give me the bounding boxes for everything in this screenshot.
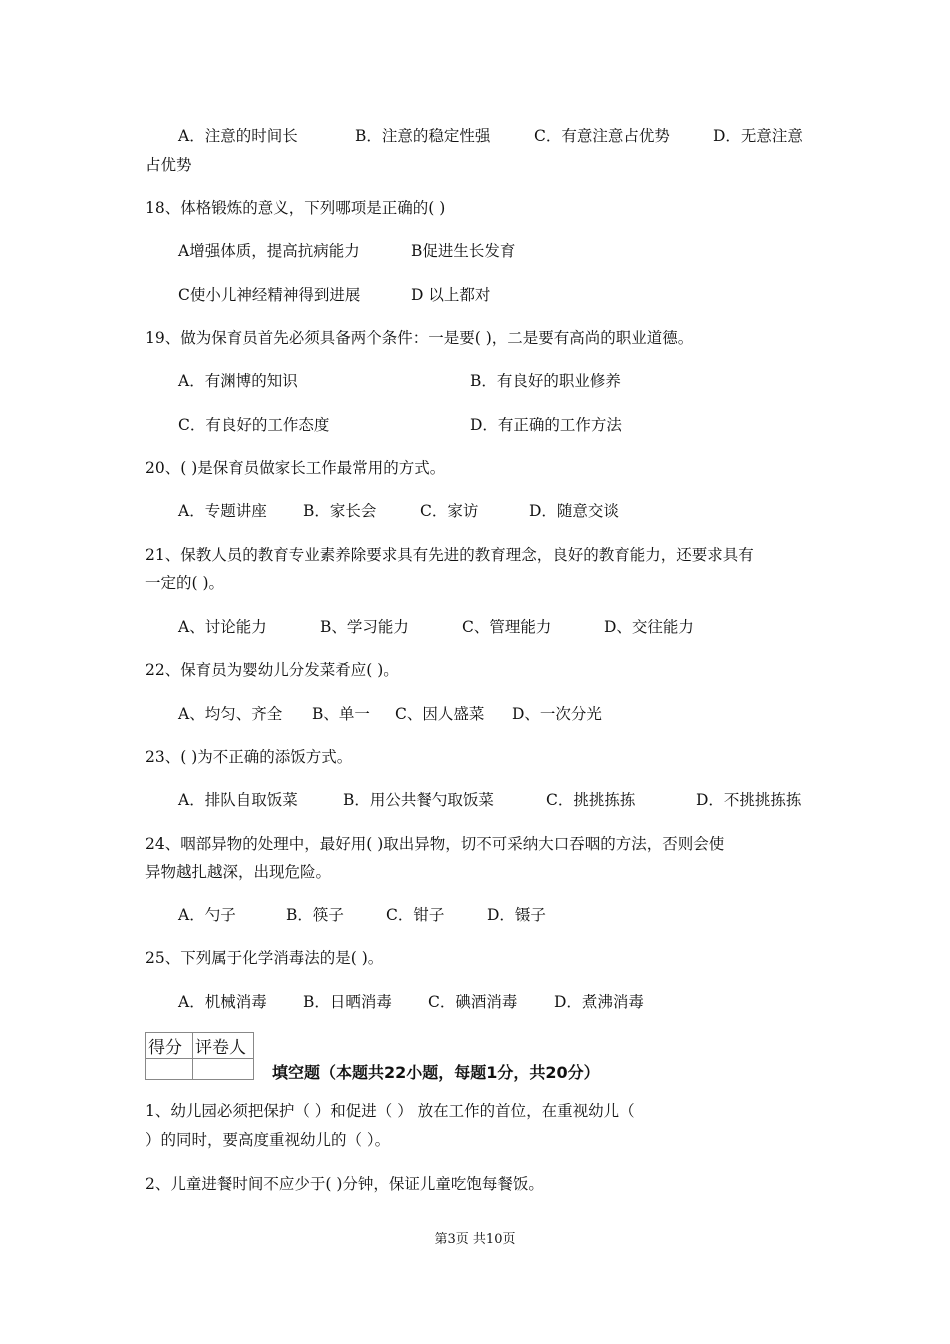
score-label: 得分 (146, 1033, 193, 1059)
score-cell[interactable] (146, 1059, 193, 1080)
fill1-line1: 1、幼儿园必须把保护（ ）和促进（ ） 放在工作的首位，在重视幼儿（ (145, 1102, 635, 1120)
q20-option-d: D．随意交谈 (529, 502, 619, 520)
q19-stem: 19、做为保育员首先必须具备两个条件：一是要( )，二是要有高尚的职业道德。 (145, 329, 694, 347)
q18-option-d: D 以上都对 (411, 286, 491, 304)
q20-option-b: B．家长会 (303, 502, 377, 520)
q20-stem: 20、( )是保育员做家长工作最常用的方式。 (145, 459, 446, 477)
section-title: 填空题（本题共22小题，每题1分，共20分） (272, 1063, 600, 1082)
q19-option-b: B．有良好的职业修养 (470, 372, 621, 390)
q18-stem: 18、体格锻炼的意义，下列哪项是正确的( ) (145, 199, 446, 217)
q22-stem: 22、保育员为婴幼儿分发菜肴应( )。 (145, 661, 399, 679)
q21-option-d: D、交往能力 (604, 618, 694, 636)
q21-option-c: C、管理能力 (462, 618, 552, 636)
q18-option-a: A增强体质，提高抗病能力 (178, 242, 360, 260)
q21-stem-line2: 一定的( )。 (145, 574, 225, 592)
q22-option-d: D、一次分光 (512, 705, 602, 723)
q25-stem: 25、下列属于化学消毒法的是( )。 (145, 949, 384, 967)
q25-option-d: D．煮沸消毒 (554, 993, 644, 1011)
q19-option-a: A．有渊博的知识 (178, 372, 298, 390)
grader-cell[interactable] (193, 1059, 254, 1080)
q17-option-a: A．注意的时间长 (178, 127, 298, 145)
q25-option-b: B．日晒消毒 (303, 993, 392, 1011)
q24-option-a: A．勺子 (178, 906, 236, 924)
q23-stem: 23、( )为不正确的添饭方式。 (145, 748, 353, 766)
q18-option-b: B促进生长发育 (411, 242, 516, 260)
grader-label: 评卷人 (193, 1033, 254, 1059)
fill1-line2: ）的同时，要高度重视幼儿的（ ）。 (145, 1131, 391, 1149)
q22-option-b: B、单一 (312, 705, 370, 723)
q23-option-b: B．用公共餐勺取饭菜 (343, 791, 494, 809)
q23-option-a: A．排队自取饭菜 (178, 791, 298, 809)
score-box (145, 1032, 254, 1080)
q25-option-a: A．机械消毒 (178, 993, 267, 1011)
q20-option-a: A．专题讲座 (178, 502, 267, 520)
q24-stem-line2: 异物越扎越深，出现危险。 (145, 863, 332, 881)
q18-option-c: C使小儿神经精神得到进展 (178, 286, 361, 304)
q19-option-c: C．有良好的工作态度 (178, 416, 330, 434)
q25-option-c: C．碘酒消毒 (428, 993, 518, 1011)
q17-option-b: B．注意的稳定性强 (355, 127, 491, 145)
q23-option-d: D．不挑挑拣拣 (696, 791, 802, 809)
page-footer: 第3页 共10页 (434, 1232, 516, 1247)
q21-option-b: B、学习能力 (320, 618, 409, 636)
q19-option-d: D．有正确的工作方法 (470, 416, 622, 434)
q22-option-c: C、因人盛菜 (395, 705, 485, 723)
fill2: 2、儿童进餐时间不应少于( )分钟，保证儿童吃饱每餐饭。 (145, 1175, 544, 1193)
q24-option-b: B．筷子 (286, 906, 344, 924)
q21-stem-line1: 21、保教人员的教育专业素养除要求具有先进的教育理念，良好的教育能力，还要求具有 (145, 546, 754, 564)
q24-option-c: C．钳子 (386, 906, 445, 924)
q17-option-d-continued: 占优势 (145, 156, 192, 174)
q22-option-a: A、均匀、齐全 (178, 705, 283, 723)
q21-option-a: A、讨论能力 (178, 618, 267, 636)
q17-option-d: D．无意注意 (713, 127, 803, 145)
q24-option-d: D．镊子 (487, 906, 546, 924)
q24-stem-line1: 24、咽部异物的处理中，最好用( )取出异物，切不可采纳大口吞咽的方法，否则会使 (145, 835, 725, 853)
q17-option-c: C．有意注意占优势 (534, 127, 670, 145)
q23-option-c: C．挑挑拣拣 (546, 791, 636, 809)
q20-option-c: C．家访 (420, 502, 479, 520)
